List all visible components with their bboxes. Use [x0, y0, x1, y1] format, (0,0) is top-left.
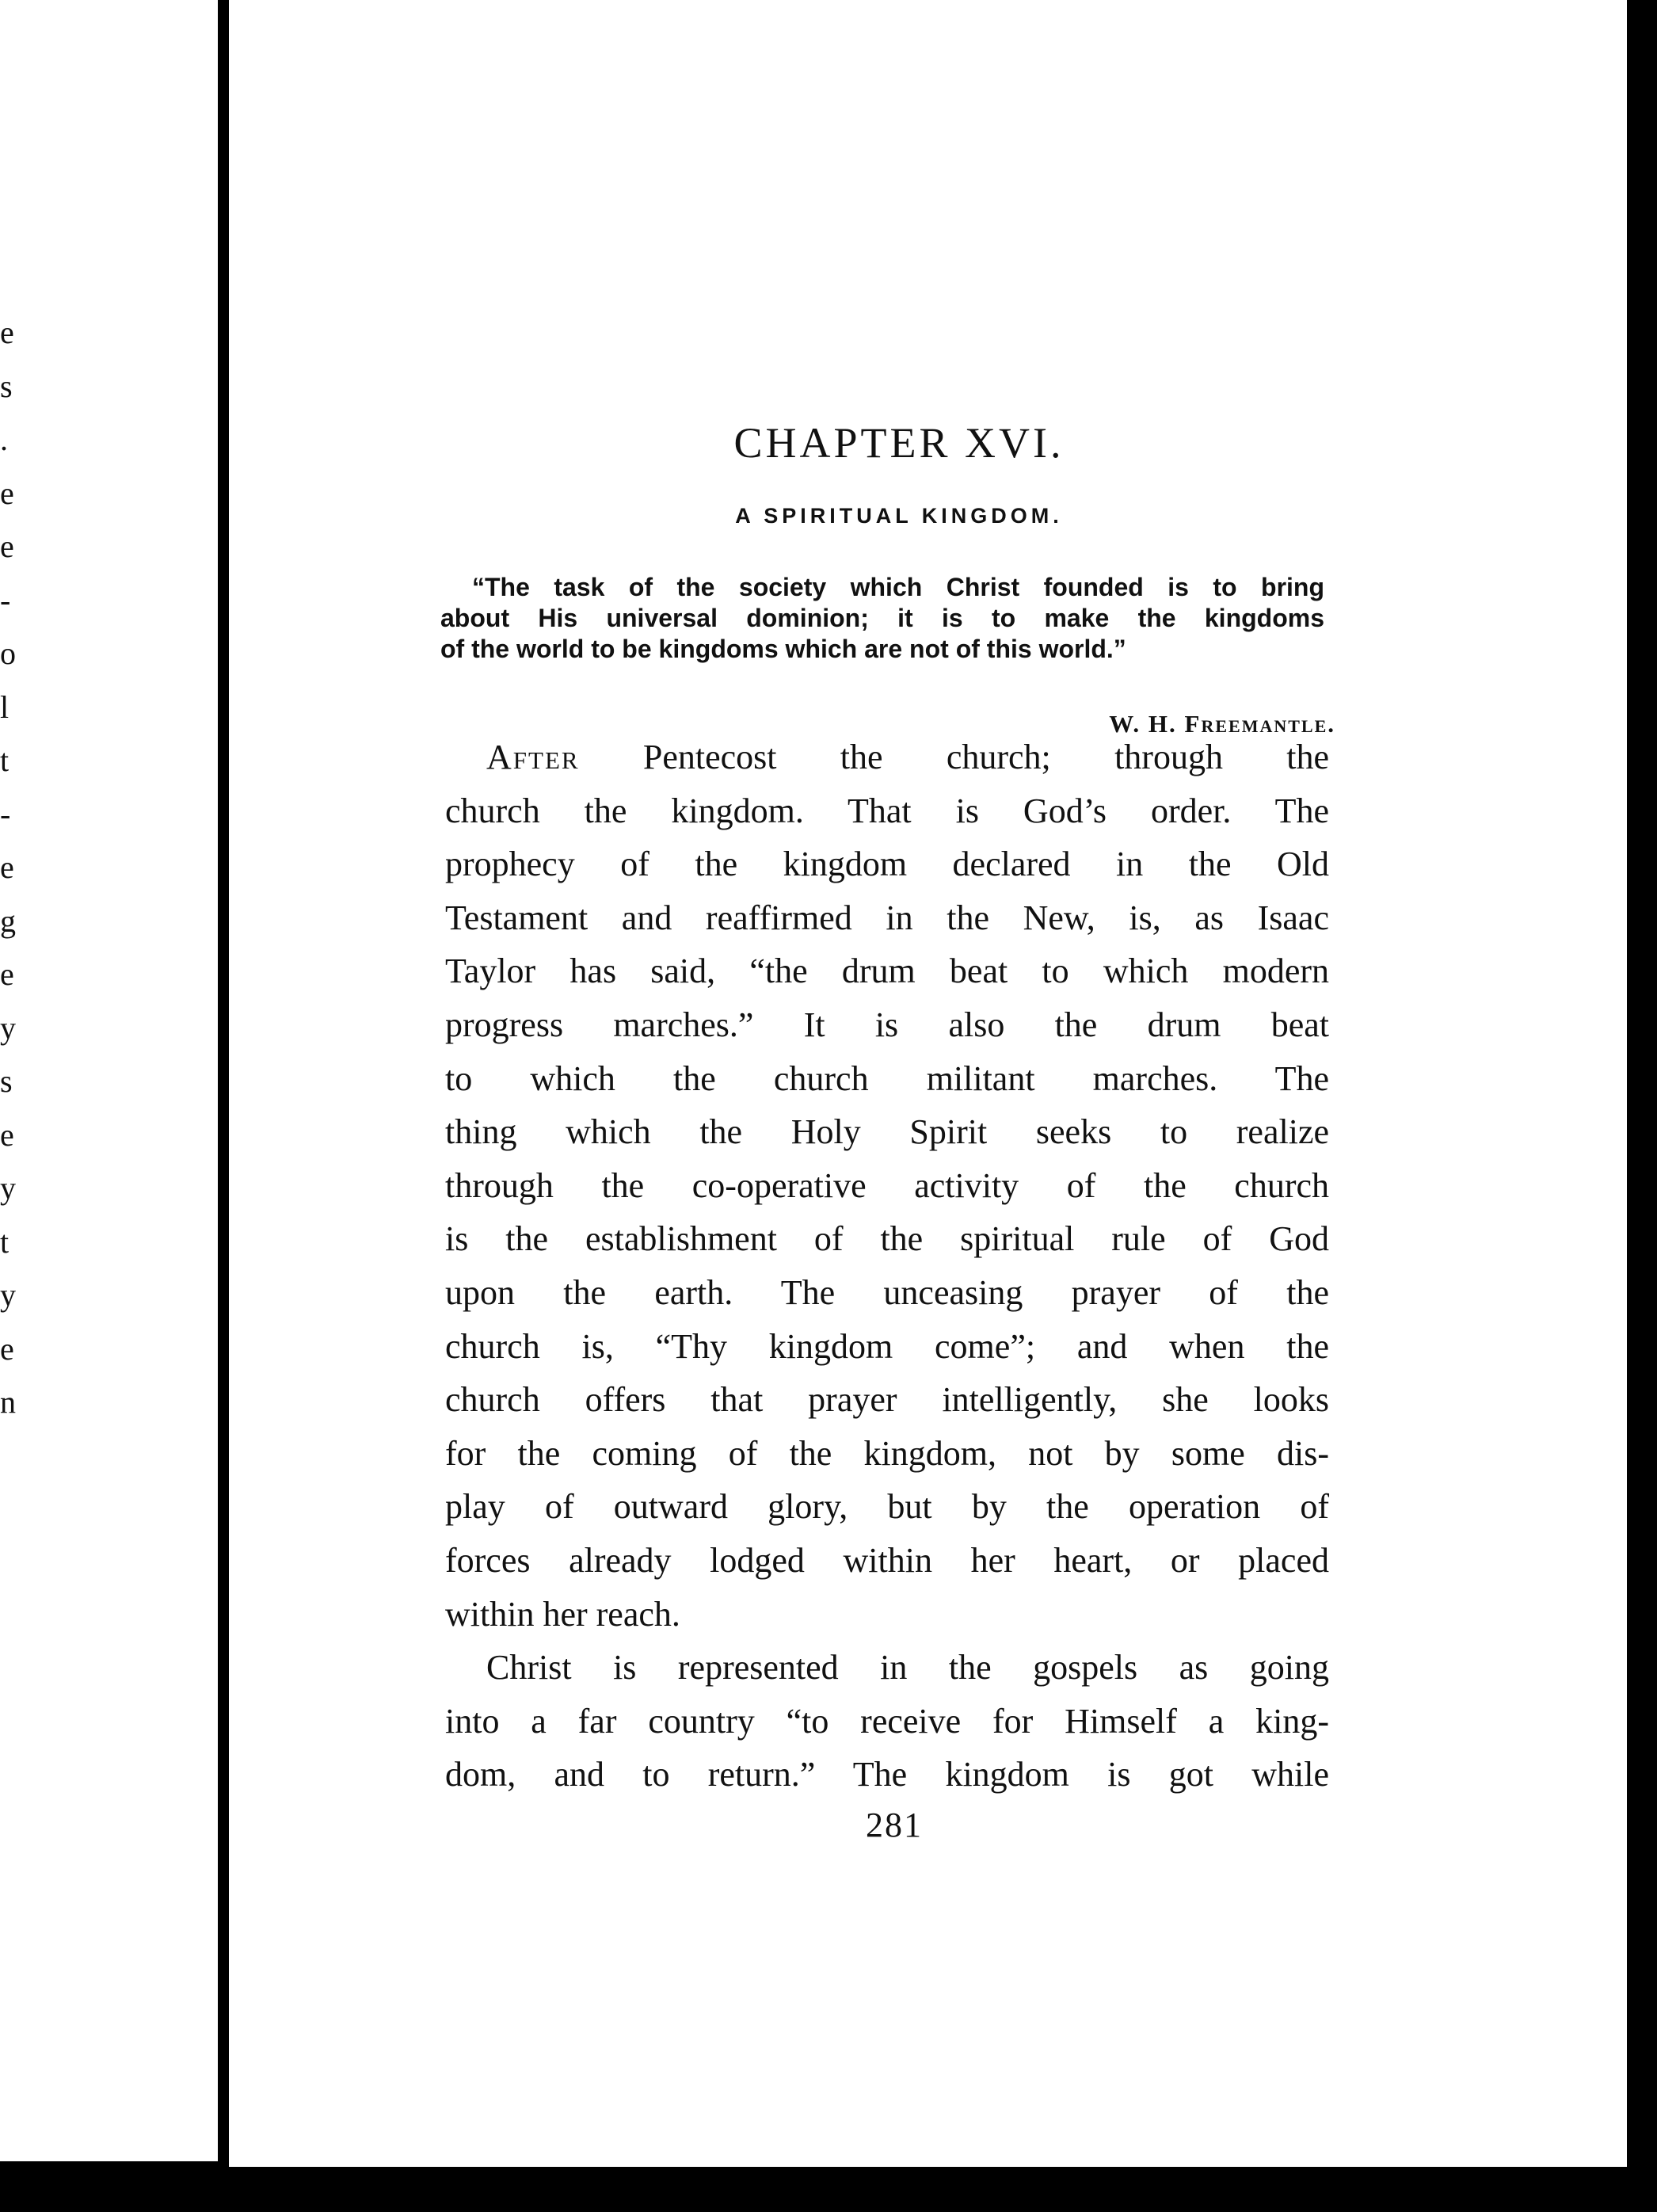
- body-line: forces already lodged within her heart, or placed: [445, 1540, 1329, 1580]
- epigraph-line: of the world to be kingdoms which are not of this world.”: [440, 635, 1126, 663]
- margin-letter: y: [0, 1277, 16, 1313]
- margin-letter: e: [0, 315, 14, 350]
- margin-letter: s: [0, 368, 13, 404]
- opening-word: After: [486, 738, 580, 776]
- margin-letter: y: [0, 1170, 16, 1206]
- right-edge: [1627, 0, 1657, 2212]
- body-line: play of outward glory, but by the operation of: [445, 1487, 1329, 1527]
- body-line: Taylor has said, “the drum beat to which modern: [445, 952, 1329, 991]
- body-line: dom, and to return.” The kingdom is got while: [445, 1755, 1329, 1794]
- body-line: to which the church militant marches. The: [445, 1058, 1329, 1098]
- margin-letter: .: [0, 421, 8, 457]
- margin-letter: -: [0, 582, 11, 618]
- body-line: church is, “Thy kingdom come”; and when the: [445, 1326, 1329, 1366]
- margin-letter: t: [0, 742, 10, 778]
- margin-letter: e: [0, 1116, 14, 1153]
- epigraph: [440, 572, 1324, 665]
- epigraph-line: “The task of the society which Christ founded is to bring: [472, 573, 1324, 601]
- margin-letter: e: [0, 528, 14, 564]
- margin-letter: -: [0, 795, 11, 832]
- margin-letter: s: [0, 1063, 13, 1099]
- body-text: [445, 730, 1329, 1802]
- body-line: progress marches.” It is also the drum beat: [445, 1005, 1329, 1044]
- margin-letter: t: [0, 1223, 10, 1260]
- margin-letter: l: [0, 688, 10, 725]
- book-spine: [218, 0, 229, 2212]
- body-line: is the establishment of the spiritual rule of God: [445, 1219, 1329, 1259]
- margin-letter: e: [0, 475, 14, 511]
- body-line: within her reach.: [445, 1594, 680, 1634]
- first-line-rest: Pentecost the church; through the: [642, 738, 1330, 776]
- margin-letter: e: [0, 1330, 14, 1367]
- body-line: into a far country “to receive for Himself a king-: [445, 1701, 1329, 1741]
- chapter-subtitle: A SPIRITUAL KINGDOM.: [735, 504, 1063, 528]
- margin-letter: y: [0, 1009, 16, 1046]
- margin-letter: e: [0, 956, 14, 992]
- body-line: upon the earth. The unceasing prayer of the: [445, 1272, 1329, 1312]
- body-line: prophecy of the kingdom declared in the Old: [445, 845, 1329, 884]
- margin-letter: o: [0, 635, 16, 671]
- margin-letter: g: [0, 902, 16, 939]
- left-margin-letters: [0, 306, 24, 1429]
- margin-letter: e: [0, 849, 14, 885]
- body-line: thing which the Holy Spirit seeks to realize: [445, 1112, 1329, 1152]
- body-line: church offers that prayer intelligently, she looks: [445, 1380, 1329, 1420]
- page-number: 281: [866, 1806, 923, 1844]
- epigraph-line: about His universal dominion; it is to make the kingdoms: [440, 604, 1324, 632]
- margin-letter: n: [0, 1384, 16, 1420]
- body-line: church the kingdom. That is God’s order. The: [445, 791, 1329, 830]
- chapter-title: CHAPTER XVI.: [733, 419, 1065, 467]
- body-line: [445, 730, 1329, 784]
- body-line: Christ is represented in the gospels as going: [486, 1648, 1329, 1688]
- body-line: for the coming of the kingdom, not by some dis-: [445, 1433, 1329, 1473]
- left-page: [0, 0, 218, 2161]
- body-line: Testament and reaffirmed in the New, is, as Isaac: [445, 898, 1329, 937]
- attribution-text: W. H. Freemantle.: [1109, 710, 1335, 738]
- body-line: through the co-operative activity of the church: [445, 1165, 1329, 1205]
